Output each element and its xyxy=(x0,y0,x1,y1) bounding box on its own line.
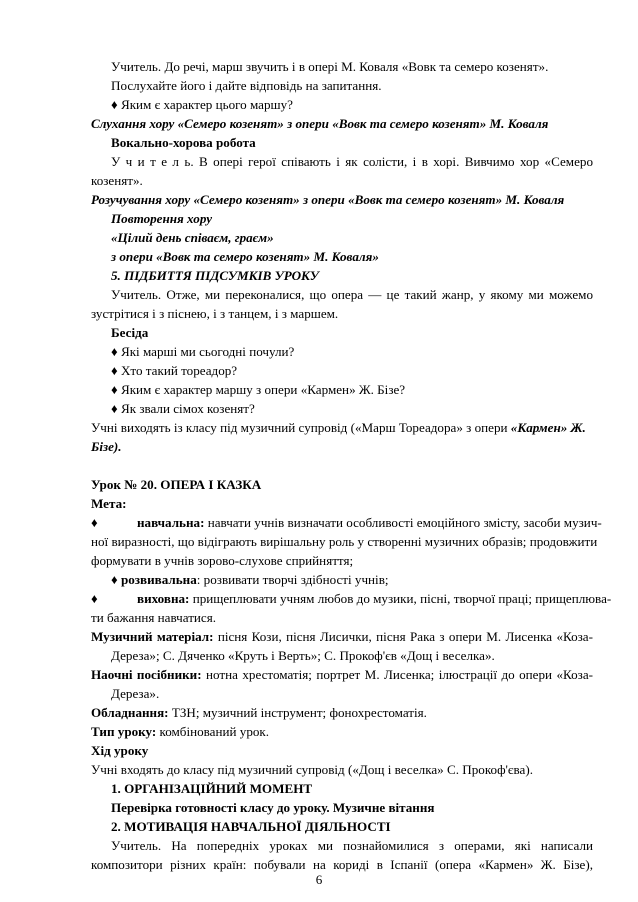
section-heading: Хід уроку xyxy=(91,743,149,758)
text-line xyxy=(91,628,593,646)
text-part: пісня Кози, пісня Лисички, пісня Рака з опери М. Лисенка «Коза- xyxy=(217,629,593,644)
term: навчальна: xyxy=(137,515,205,530)
text-line: Дереза». xyxy=(111,686,160,701)
song-source: з опери «Вовк та семеро козенят» М. Коваля» xyxy=(111,249,379,264)
term: ♦ розвивальна xyxy=(111,572,197,587)
bullet: ♦ xyxy=(91,591,98,606)
text-line: ної виразності, що відіграють вирішальну роль у створенні музичних образів; продовжити xyxy=(91,534,598,549)
text-line: Учитель. До речі, марш звучить і в опері М. Коваля «Вовк та семеро козенят». xyxy=(111,59,549,74)
text-part: комбінований урок. xyxy=(159,724,270,739)
text-line xyxy=(91,723,269,741)
text-line xyxy=(91,666,593,684)
list-item: ♦ Яким є характер маршу з опери «Кармен» Ж. Бізе? xyxy=(111,382,406,397)
section-heading: Вокально-хорова робота xyxy=(111,135,256,150)
section-heading: 5. ПІДБИТТЯ ПІДСУМКІВ УРОКУ xyxy=(111,268,319,283)
text-part: прищеплювати учням любов до музики, пісні, творчої праці; прищеплюва- xyxy=(192,591,612,606)
term: Музичний матеріал: xyxy=(91,629,214,644)
text-part: : розвивати творчі здібності учнів; xyxy=(196,572,389,587)
text-line: ♦ Яким є характер цього маршу? xyxy=(111,97,293,112)
text-line: Учитель. Отже, ми переконалися, що опера — це такий жанр, у якому ми можемо xyxy=(111,287,593,302)
text-line: зустрітися і з піснею, і з танцем, і з маршем. xyxy=(91,306,339,321)
term: Наочні посібники: xyxy=(91,667,202,682)
section-heading: Повторення хору xyxy=(111,211,213,226)
text-line xyxy=(111,571,389,589)
term: Обладнання: xyxy=(91,705,169,720)
text-part: Учні виходять із класу під музичний супровід («Марш Тореадора» з опери xyxy=(91,420,508,435)
list-item: ♦ Як звали сімох козенят? xyxy=(111,401,255,416)
opera-name: «Кармен» Ж. xyxy=(510,420,586,435)
section-heading: 1. ОРГАНІЗАЦІЙНИЙ МОМЕНТ xyxy=(111,781,313,796)
term: Тип уроку: xyxy=(91,724,157,739)
song-title: «Цілий день співаєм, граєм» xyxy=(111,230,274,245)
text-line: Бізе). xyxy=(91,439,122,454)
text-line: Дереза»; С. Дяченко «Круть і Верть»; С. Прокоф'єв «Дощ і веселка». xyxy=(111,648,495,663)
text-part: нотна хрестоматія; портрет М. Лисенка; ілюстрації до опери «Коза- xyxy=(206,667,593,682)
text-part: ТЗН; музичний інструмент; фонохрестоматія. xyxy=(171,705,427,720)
text-line: Учні входять до класу під музичний супровід («Дощ і веселка» С. Прокоф'єва). xyxy=(91,762,533,777)
label-goal: Мета: xyxy=(91,496,127,511)
section-heading: Слухання хору «Семеро козенят» з опери «Вовк та семеро козенят» М. Коваля xyxy=(91,116,549,131)
text-line xyxy=(91,704,427,722)
text-part: навчати учнів визначати особливості емоційного змісту, засоби музич- xyxy=(207,515,602,530)
text-line xyxy=(137,590,612,608)
text-line: Послухайте його і дайте відповідь на запитання. xyxy=(111,78,382,93)
section-heading: Розучування хору «Семеро козенят» з опери «Вовк та семеро козенят» М. Коваля xyxy=(91,192,565,207)
text-line: композитори різних країн: побували на кориді в Іспанії (опера «Кармен» Ж. Бізе), xyxy=(91,857,593,872)
section-heading: Бесіда xyxy=(111,325,149,340)
list-item: ♦ Які марші ми сьогодні почули? xyxy=(111,344,295,359)
text-line: козенят». xyxy=(91,173,143,188)
lesson-title: Урок № 20. ОПЕРА І КАЗКА xyxy=(91,477,262,492)
text-line xyxy=(137,514,602,532)
text-line: У ч и т е л ь. В опері герої співають і як солісти, і в хорі. Вивчимо хор «Семеро xyxy=(111,154,593,169)
text-line: ти бажання навчатися. xyxy=(91,610,217,625)
bullet: ♦ xyxy=(91,515,98,530)
list-item: ♦ Хто такий тореадор? xyxy=(111,363,238,378)
section-heading: Перевірка готовності класу до уроку. Музичне вітання xyxy=(111,800,435,815)
page-number: 6 xyxy=(315,872,323,887)
text-line xyxy=(91,419,586,437)
text-line: формувати в учнів зорово-слухове сприйняття; xyxy=(91,553,354,568)
section-heading: 2. МОТИВАЦІЯ НАВЧАЛЬНОЇ ДІЯЛЬНОСТІ xyxy=(111,819,391,834)
term: виховна: xyxy=(137,591,190,606)
text-line: Учитель. На попередніх уроках ми познайомилися з операми, які написали xyxy=(111,838,593,853)
